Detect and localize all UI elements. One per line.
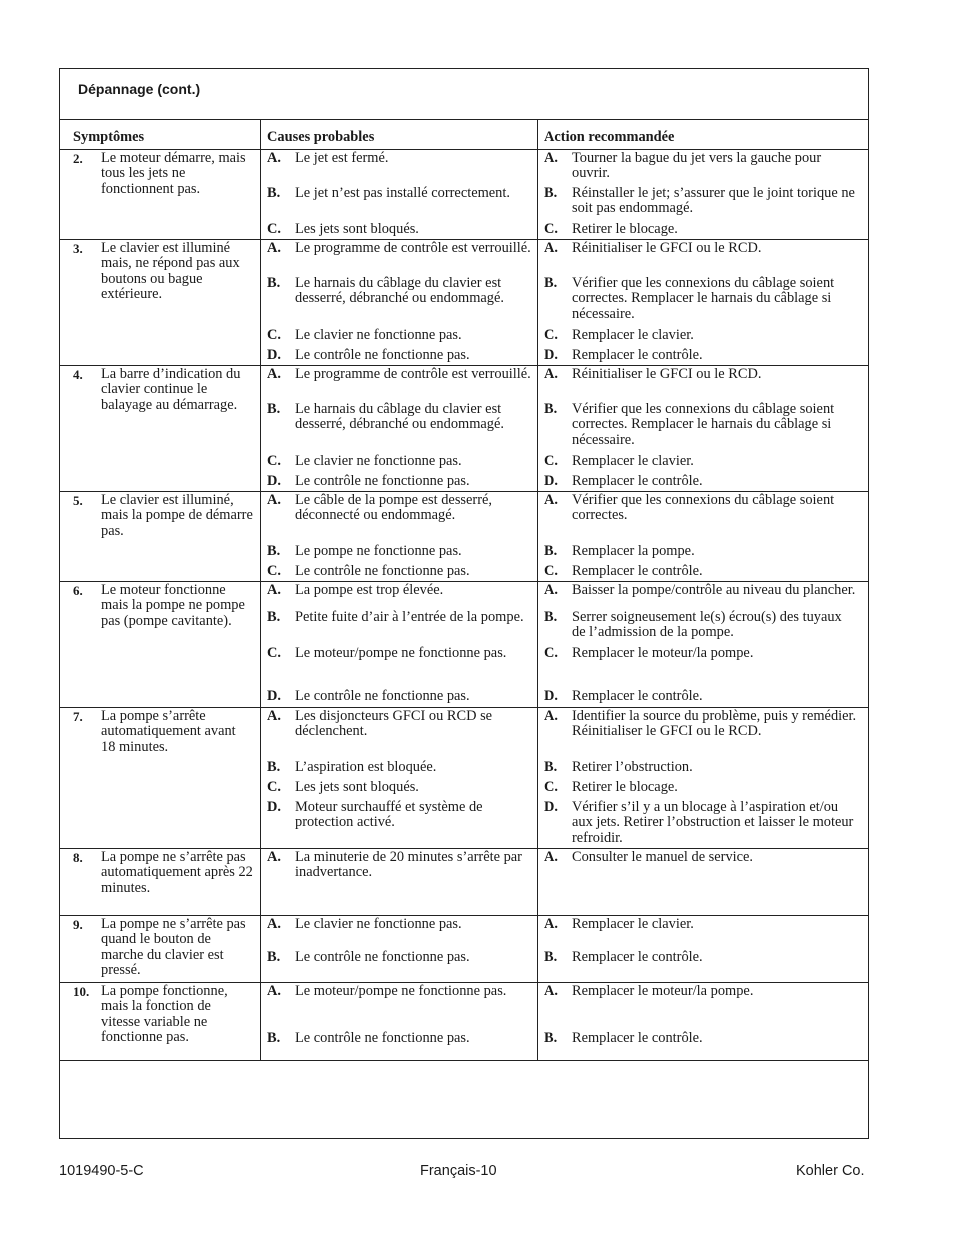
action-text: Remplacer le contrôle. [572,473,703,489]
cause-item [267,151,531,166]
action-letter: C. [544,779,558,795]
table-row [60,849,868,916]
cause-item [267,564,531,579]
action-item [544,646,858,661]
cause-item [267,367,531,382]
action-item [544,950,858,965]
row-number: 2. [73,151,83,166]
action-item [544,564,858,579]
symptom-text: La pompe ne s’arrête pas automatiquement après 22 minutes. [101,849,253,896]
cause-letter: A. [267,708,281,724]
action-text: Réinitialiser le GFCI ou le RCD. [572,240,762,256]
cause-item [267,454,531,469]
cause-item [267,328,531,343]
cause-text: Le clavier ne fonctionne pas. [295,916,462,932]
action-cell [538,708,868,848]
cause-text: Moteur surchauffé et système de protection activé. [295,799,483,831]
symptom-text: La pompe fonctionne, mais la fonction de vitesse variable ne fonctionne pas. [101,983,228,1046]
cause-cell [261,849,538,915]
cause-letter: B. [267,275,281,291]
symptom-text: La pompe s’arrête automatiquement avant 18 minutes. [101,708,236,755]
cause-text: Le pompe ne fonctionne pas. [295,543,462,559]
cause-item [267,610,531,625]
cause-text: Le clavier ne fonctionne pas. [295,327,462,343]
action-text: Retirer le blocage. [572,221,678,237]
cause-item [267,186,531,201]
action-letter: D. [544,473,558,489]
symptom-cell [60,708,261,848]
action-cell [538,150,868,239]
action-text: Remplacer le moteur/la pompe. [572,983,754,999]
table-row [60,708,868,849]
cause-letter: A. [267,916,281,932]
row-number: 6. [73,583,83,598]
cause-text: Le câble de la pompe est desserré, déconnecté ou endommagé. [295,492,492,524]
cause-letter: A. [267,849,281,865]
action-letter: B. [544,759,558,775]
cause-letter: C. [267,221,281,237]
cause-text: Le contrôle ne fonctionne pas. [295,688,470,704]
action-letter: A. [544,916,558,932]
action-cell [538,849,868,915]
cause-text: La pompe est trop élevée. [295,582,444,598]
cause-text: Le contrôle ne fonctionne pas. [295,347,470,363]
cause-item [267,780,531,795]
action-item [544,222,858,237]
action-text: Remplacer le clavier. [572,453,694,469]
action-item [544,276,858,322]
action-text: Retirer le blocage. [572,779,678,795]
action-cell [538,582,868,707]
cause-letter: A. [267,366,281,382]
action-text: Consulter le manuel de service. [572,849,754,865]
action-letter: B. [544,275,558,291]
action-letter: C. [544,645,558,661]
action-text: Réinstaller le jet; s’assurer que le joint torique ne soit pas endommagé. [572,185,855,217]
footer-doc-number: 1019490-5-C [59,1163,144,1179]
action-letter: A. [544,983,558,999]
header-symptoms: Symptômes [60,120,261,149]
action-item [544,454,858,469]
cause-text: Le contrôle ne fonctionne pas. [295,1030,470,1046]
action-item [544,348,858,363]
action-cell [538,366,868,491]
table-row [60,983,868,1061]
action-letter: A. [544,708,558,724]
cause-cell [261,708,538,848]
action-letter: A. [544,150,558,166]
row-number: 5. [73,493,83,508]
action-letter: A. [544,492,558,508]
action-letter: A. [544,849,558,865]
action-text: Remplacer le contrôle. [572,347,703,363]
cause-text: Les disjoncteurs GFCI ou RCD se déclenchent. [295,708,493,740]
action-item [544,151,858,182]
symptom-text: Le clavier est illuminé mais, ne répond pas aux boutons ou bague extérieure. [101,240,240,303]
action-text: Vérifier s’il y a un blocage à l’aspiration et/ou aux jets. Retirer l’obstruction et laisser le moteur refroidir. [572,799,854,846]
symptom-cell [60,366,261,491]
symptom-cell [60,849,261,915]
action-item [544,493,858,524]
symptom-cell [60,582,261,707]
cause-letter: A. [267,582,281,598]
cause-item [267,917,531,932]
table-row [60,366,868,492]
cause-letter: B. [267,759,281,775]
cause-cell [261,240,538,365]
action-text: Remplacer le contrôle. [572,1030,703,1046]
action-text: Remplacer le clavier. [572,916,694,932]
cause-item [267,689,531,704]
action-text: Remplacer le contrôle. [572,688,703,704]
table-row [60,916,868,983]
cause-letter: C. [267,327,281,343]
cause-item [267,276,531,307]
action-item [544,689,858,704]
cause-text: Le contrôle ne fonctionne pas. [295,949,470,965]
symptom-cell [60,916,261,982]
table-row [60,150,868,240]
action-item [544,610,858,641]
action-text: Remplacer le contrôle. [572,563,703,579]
troubleshooting-table [60,119,868,1061]
action-letter: D. [544,799,558,815]
troubleshooting-frame [59,68,869,1139]
cause-cell [261,492,538,581]
cause-cell [261,983,538,1060]
cause-item [267,800,531,831]
action-letter: A. [544,366,558,382]
cause-item [267,544,531,559]
cause-text: Le programme de contrôle est verrouillé. [295,366,531,382]
action-item [544,583,858,598]
cause-letter: B. [267,401,281,417]
cause-text: Le clavier ne fonctionne pas. [295,453,462,469]
action-text: Remplacer le clavier. [572,327,694,343]
action-letter: A. [544,240,558,256]
action-letter: D. [544,347,558,363]
action-text: Vérifier que les connexions du câblage soient correctes. Remplacer le harnais du câblage si nécessaire. [572,401,835,448]
symptom-cell [60,240,261,365]
cause-text: Le harnais du câblage du clavier est desserré, débranché ou endommagé. [295,275,504,307]
cause-text: Le jet n’est pas installé correctement. [295,185,510,201]
cause-letter: A. [267,492,281,508]
action-text: Vérifier que les connexions du câblage soient correctes. Remplacer le harnais du câblage si nécessaire. [572,275,835,322]
cause-cell [261,366,538,491]
action-letter: B. [544,185,558,201]
action-item [544,367,858,382]
header-causes: Causes probables [261,120,538,149]
symptom-text: Le moteur démarre, mais tous les jets ne fonctionnent pas. [101,150,246,197]
action-item [544,1031,858,1046]
cause-text: Le contrôle ne fonctionne pas. [295,473,470,489]
cause-text: Les jets sont bloqués. [295,221,419,237]
action-letter: C. [544,221,558,237]
cause-item [267,402,531,433]
cause-text: Le contrôle ne fonctionne pas. [295,563,470,579]
action-text: Tourner la bague du jet vers la gauche pour ouvrir. [572,150,822,182]
action-letter: B. [544,949,558,965]
cause-item [267,950,531,965]
action-text: Serrer soigneusement le(s) écrou(s) des tuyaux de l’admission de la pompe. [572,609,842,641]
action-cell [538,916,868,982]
cause-item [267,984,531,999]
action-text: Remplacer le contrôle. [572,949,703,965]
action-item [544,984,858,999]
action-item [544,709,858,740]
cause-text: Le harnais du câblage du clavier est desserré, débranché ou endommagé. [295,401,504,433]
cause-letter: B. [267,949,281,965]
cause-letter: D. [267,688,281,704]
symptom-cell [60,492,261,581]
section-title: Dépannage (cont.) [78,81,201,97]
cause-item [267,493,531,524]
action-item [544,474,858,489]
symptom-text: La pompe ne s’arrête pas quand le bouton de marche du clavier est pressé. [101,916,246,979]
cause-cell [261,150,538,239]
cause-text: Le moteur/pompe ne fonctionne pas. [295,983,507,999]
row-number: 10. [73,984,90,999]
action-item [544,800,858,846]
table-header [60,120,868,150]
action-letter: B. [544,609,558,625]
cause-item [267,348,531,363]
cause-letter: B. [267,543,281,559]
action-item [544,544,858,559]
action-text: Baisser la pompe/contrôle au niveau du plancher. [572,582,856,598]
cause-text: Le moteur/pompe ne fonctionne pas. [295,645,507,661]
action-item [544,186,858,217]
table-row [60,582,868,708]
action-letter: C. [544,453,558,469]
cause-text: Le jet est fermé. [295,150,389,166]
header-actions: Action recommandée [544,129,675,145]
table-body [60,150,868,1061]
cause-letter: D. [267,347,281,363]
symptom-text: Le clavier est illuminé, mais la pompe de démarre pas. [101,492,253,539]
table-row [60,492,868,582]
cause-letter: A. [267,983,281,999]
action-text: Vérifier que les connexions du câblage soient correctes. [572,492,835,524]
action-cell [538,240,868,365]
cause-letter: A. [267,150,281,166]
cause-letter: A. [267,240,281,256]
action-letter: D. [544,688,558,704]
row-number: 9. [73,917,83,932]
symptom-cell [60,983,261,1060]
action-letter: B. [544,401,558,417]
action-item [544,760,858,775]
row-number: 7. [73,709,83,724]
cause-letter: C. [267,563,281,579]
cause-letter: B. [267,1030,281,1046]
action-letter: C. [544,327,558,343]
action-item [544,917,858,932]
cause-letter: B. [267,185,281,201]
action-cell [538,492,868,581]
cause-item [267,1031,531,1046]
cause-cell [261,916,538,982]
cause-letter: B. [267,609,281,625]
row-number: 8. [73,850,83,865]
table-row [60,240,868,366]
cause-text: Les jets sont bloqués. [295,779,419,795]
cause-item [267,850,531,881]
cause-item [267,583,531,598]
action-item [544,780,858,795]
cause-item [267,646,531,661]
footer-page-number: Français-10 [420,1163,497,1179]
row-number: 3. [73,241,83,256]
cause-item [267,760,531,775]
footer-company: Kohler Co. [796,1163,865,1179]
action-letter: C. [544,563,558,579]
symptom-text: Le moteur fonctionne mais la pompe ne pompe pas (pompe cavitante). [101,582,245,629]
symptom-text: La barre d’indication du clavier continue le balayage au démarrage. [101,366,241,413]
cause-letter: C. [267,779,281,795]
action-item [544,241,858,256]
cause-item [267,709,531,740]
cause-letter: D. [267,799,281,815]
action-item [544,402,858,448]
action-text: Remplacer le moteur/la pompe. [572,645,754,661]
action-text: Remplacer la pompe. [572,543,695,559]
action-text: Identifier la source du problème, puis y remédier. Réinitialiser le GFCI ou le RCD. [572,708,857,740]
cause-text: Le programme de contrôle est verrouillé. [295,240,531,256]
cause-letter: D. [267,473,281,489]
cause-item [267,474,531,489]
cause-item [267,241,531,256]
action-letter: B. [544,543,558,559]
action-text: Réinitialiser le GFCI ou le RCD. [572,366,762,382]
cause-text: L’aspiration est bloquée. [295,759,437,775]
action-letter: A. [544,582,558,598]
cause-item [267,222,531,237]
cause-text: Petite fuite d’air à l’entrée de la pompe. [295,609,524,625]
action-item [544,328,858,343]
action-item [544,850,858,865]
cause-cell [261,582,538,707]
action-letter: B. [544,1030,558,1046]
cause-letter: C. [267,453,281,469]
cause-text: La minuterie de 20 minutes s’arrête par inadvertance. [295,849,522,881]
action-cell [538,983,868,1060]
symptom-cell [60,150,261,239]
row-number: 4. [73,367,83,382]
action-text: Retirer l’obstruction. [572,759,693,775]
cause-letter: C. [267,645,281,661]
